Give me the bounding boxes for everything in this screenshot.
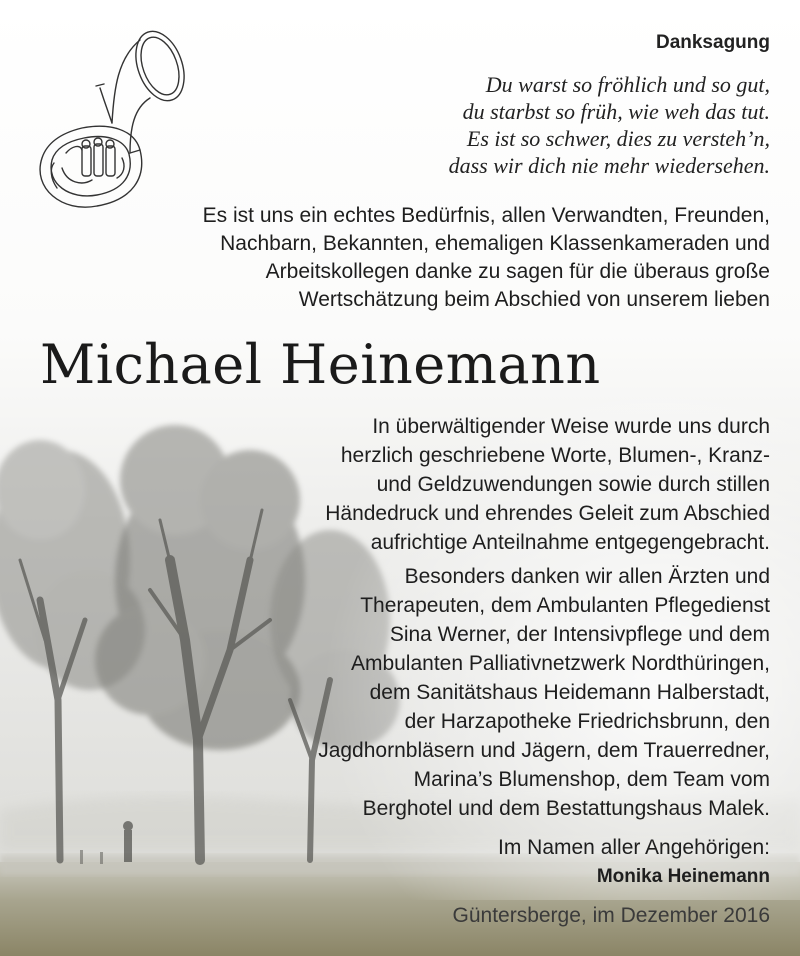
poem: [449, 71, 770, 179]
intro-line: Arbeitskollegen danke zu sagen für die überaus große: [265, 260, 770, 283]
body-line: Marina’s Blumenshop, dem Team vom: [413, 768, 770, 791]
body-line: Ambulanten Palliativnetzwerk Nordthüringen,: [350, 652, 770, 675]
body-line: herzlich geschriebene Worte, Blumen-, Kranz-: [340, 444, 770, 467]
intro-line: Es ist uns ein echtes Bedürfnis, allen Verwandten, Freunden,: [202, 204, 770, 227]
closing-line: Im Namen aller Angehörigen:: [498, 836, 770, 859]
deceased-name: Michael Heinemann: [40, 333, 601, 396]
body-line: Jagdhornbläsern und Jägern, dem Trauerredner,: [318, 739, 770, 762]
tuba-icon: [22, 28, 192, 218]
thanks-paragraph-1: [325, 412, 770, 557]
poem-line: du starbst so früh, wie weh das tut.: [462, 99, 770, 124]
heading-danksagung: Danksagung: [655, 32, 770, 53]
place-and-date: Güntersberge, im Dezember 2016: [452, 904, 770, 927]
body-line: und Geldzuwendungen sowie durch stillen: [376, 473, 770, 496]
body-line: aufrichtige Anteilnahme entgegengebracht.: [370, 531, 770, 554]
body-line: der Harzapotheke Friedrichsbrunn, den: [404, 710, 770, 733]
body-line: Sina Werner, der Intensivpflege und dem: [389, 623, 770, 646]
body-line: dem Sanitätshaus Heidemann Halberstadt,: [369, 681, 770, 704]
intro-line: Nachbarn, Bekannten, ehemaligen Klassenkameraden und: [220, 232, 770, 255]
body-line: Händedruck und ehrendes Geleit zum Abschied: [325, 502, 770, 525]
poem-line: Es ist so schwer, dies zu versteh’n,: [466, 126, 770, 151]
body-line: Therapeuten, dem Ambulanten Pflegedienst: [360, 594, 770, 617]
signer-name: Monika Heinemann: [596, 866, 770, 887]
body-line: Berghotel und dem Bestattungshaus Malek.: [362, 797, 770, 820]
poem-line: dass wir dich nie mehr wiedersehen.: [448, 153, 770, 178]
intro-line: Wertschätzung beim Abschied von unserem lieben: [298, 288, 770, 311]
closing-block: [498, 833, 770, 891]
thanks-paragraph-2: [318, 562, 770, 823]
intro-paragraph: [203, 202, 770, 314]
poem-line: Du warst so fröhlich und so gut,: [485, 72, 770, 97]
body-line: In überwältigender Weise wurde uns durch: [372, 415, 770, 438]
body-line: Besonders danken wir allen Ärzten und: [404, 565, 770, 588]
